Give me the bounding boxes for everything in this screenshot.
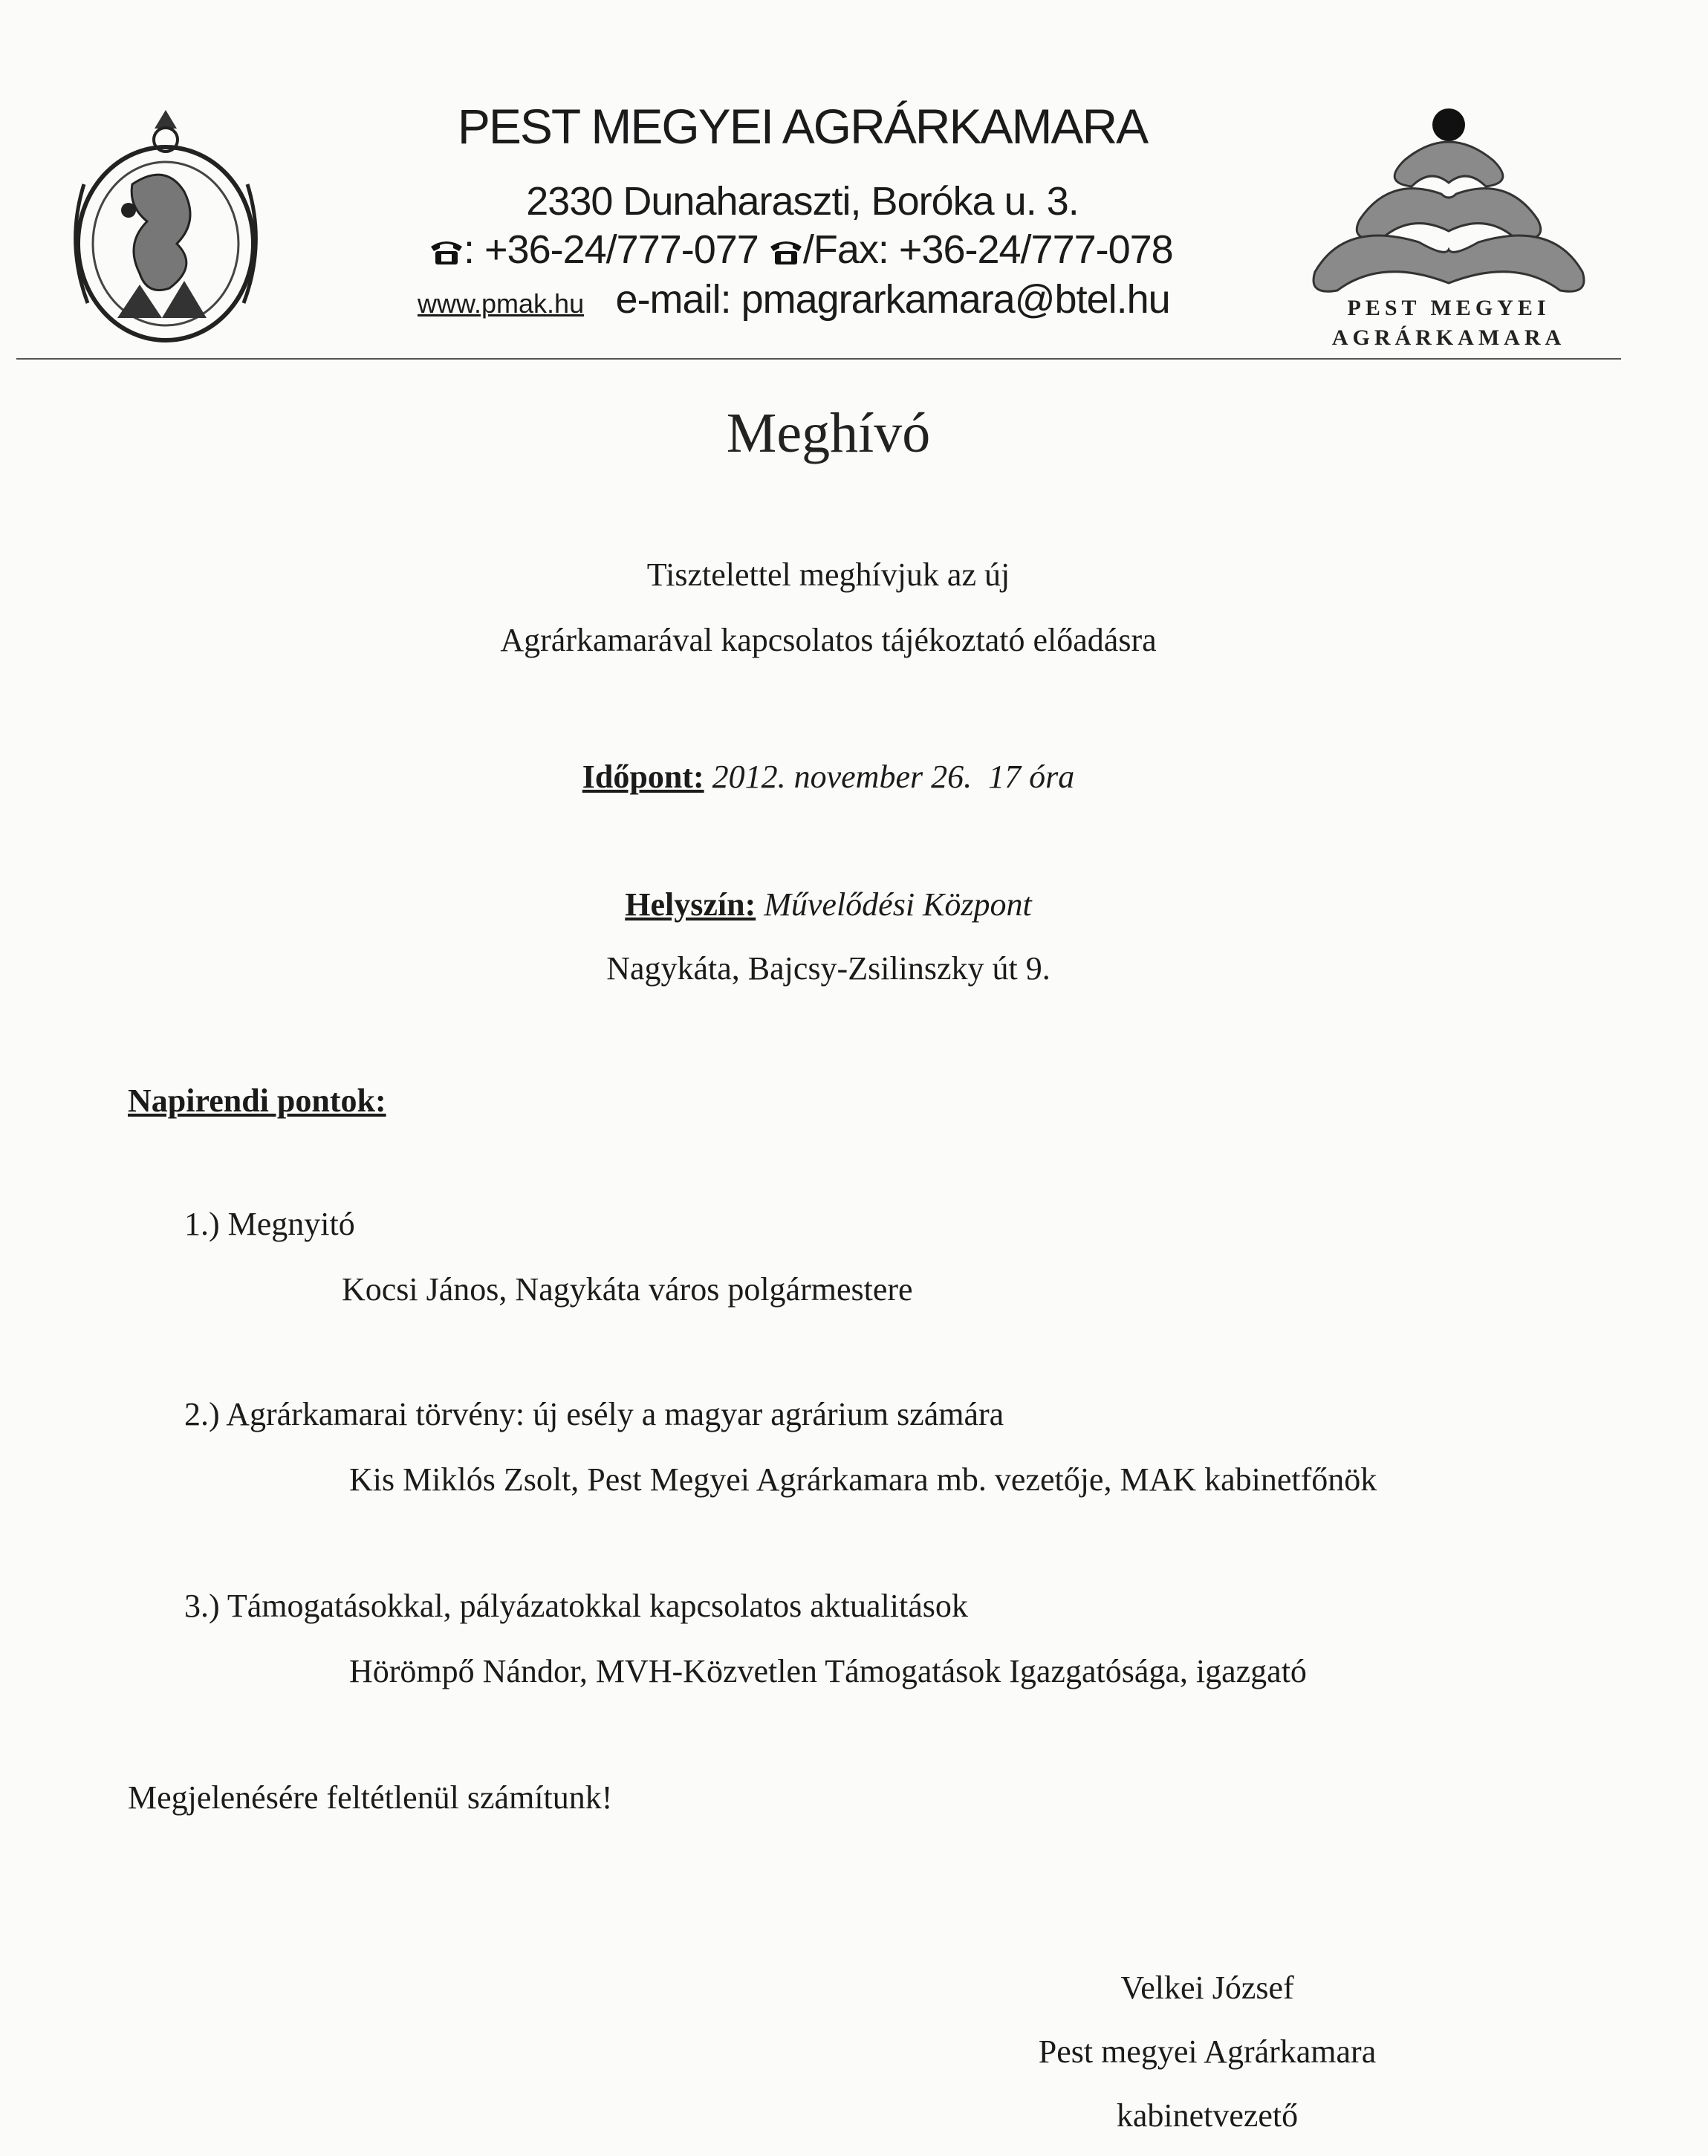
org-phone-line <box>429 227 1247 273</box>
agenda-item-speaker: Kocsi János, Nagykáta város polgármestere <box>342 1271 913 1308</box>
date-value: 2012. november 26. 17 óra <box>712 759 1075 795</box>
location-label: Helyszín: <box>625 886 756 923</box>
document-title: Meghívó <box>726 402 931 464</box>
agenda-item-speaker: Hörömpő Nándor, MVH-Közvetlen Támogatások Igazgatósága, igazgató <box>349 1653 1307 1689</box>
date-label: Időpont: <box>582 759 704 795</box>
phone-separator: : <box>464 227 485 272</box>
org-name: PEST MEGYEI AGRÁRKAMARA <box>457 99 1148 154</box>
date-line <box>0 761 1657 793</box>
crest-icon <box>58 95 273 355</box>
header-divider <box>16 358 1621 360</box>
fax-phone-icon <box>769 230 803 258</box>
email-address[interactable]: e-mail: pmagrarkamara@btel.hu <box>615 277 1170 322</box>
contact-web-row <box>418 276 1309 322</box>
location-address: Nagykáta, Bajcsy-Zsilinszky út 9. <box>606 950 1051 987</box>
location-value: Művelődési Központ <box>764 886 1032 923</box>
agenda-heading: Napirendi pontok: <box>128 1082 386 1119</box>
signature-title: kabinetvezető <box>1116 2097 1299 2134</box>
phone-number: +36-24/777-077 <box>484 227 759 272</box>
agenda-item-title: 2.) Agrárkamarai törvény: új esély a magyar agrárium számára <box>184 1396 1004 1432</box>
logo-text-line2: AGRÁRKAMARA <box>1331 325 1566 350</box>
signature-name: Velkei József <box>1120 1970 1294 2006</box>
phone-icon <box>429 230 464 258</box>
chamber-logo-icon <box>1293 94 1605 316</box>
signature-organization: Pest megyei Agrárkamara <box>1038 2033 1377 2070</box>
location-line <box>0 886 1657 923</box>
agenda-item-speaker: Kis Miklós Zsolt, Pest Megyei Agrárkamara mb. vezetője, MAK kabinetfőnök <box>349 1461 1377 1498</box>
fax-label: /Fax: <box>802 227 899 272</box>
invite-line-2: Agrárkamarával kapcsolatos tájékoztató előadásra <box>500 622 1157 658</box>
website-link[interactable]: www.pmak.hu <box>418 288 585 319</box>
logo-text-line1: PEST MEGYEI <box>1347 296 1550 320</box>
org-address: 2330 Dunaharaszti, Boróka u. 3. <box>526 179 1079 224</box>
agenda-item-title: 1.) Megnyitó <box>184 1206 355 1242</box>
fax-number: +36-24/777-078 <box>898 227 1173 272</box>
agenda-item-title: 3.) Támogatásokkal, pályázatokkal kapcsolatos aktualitások <box>184 1588 968 1624</box>
closing-line: Megjelenésére feltétlenül számítunk! <box>128 1779 613 1816</box>
invite-line-1: Tisztelettel meghívjuk az új <box>646 556 1010 593</box>
